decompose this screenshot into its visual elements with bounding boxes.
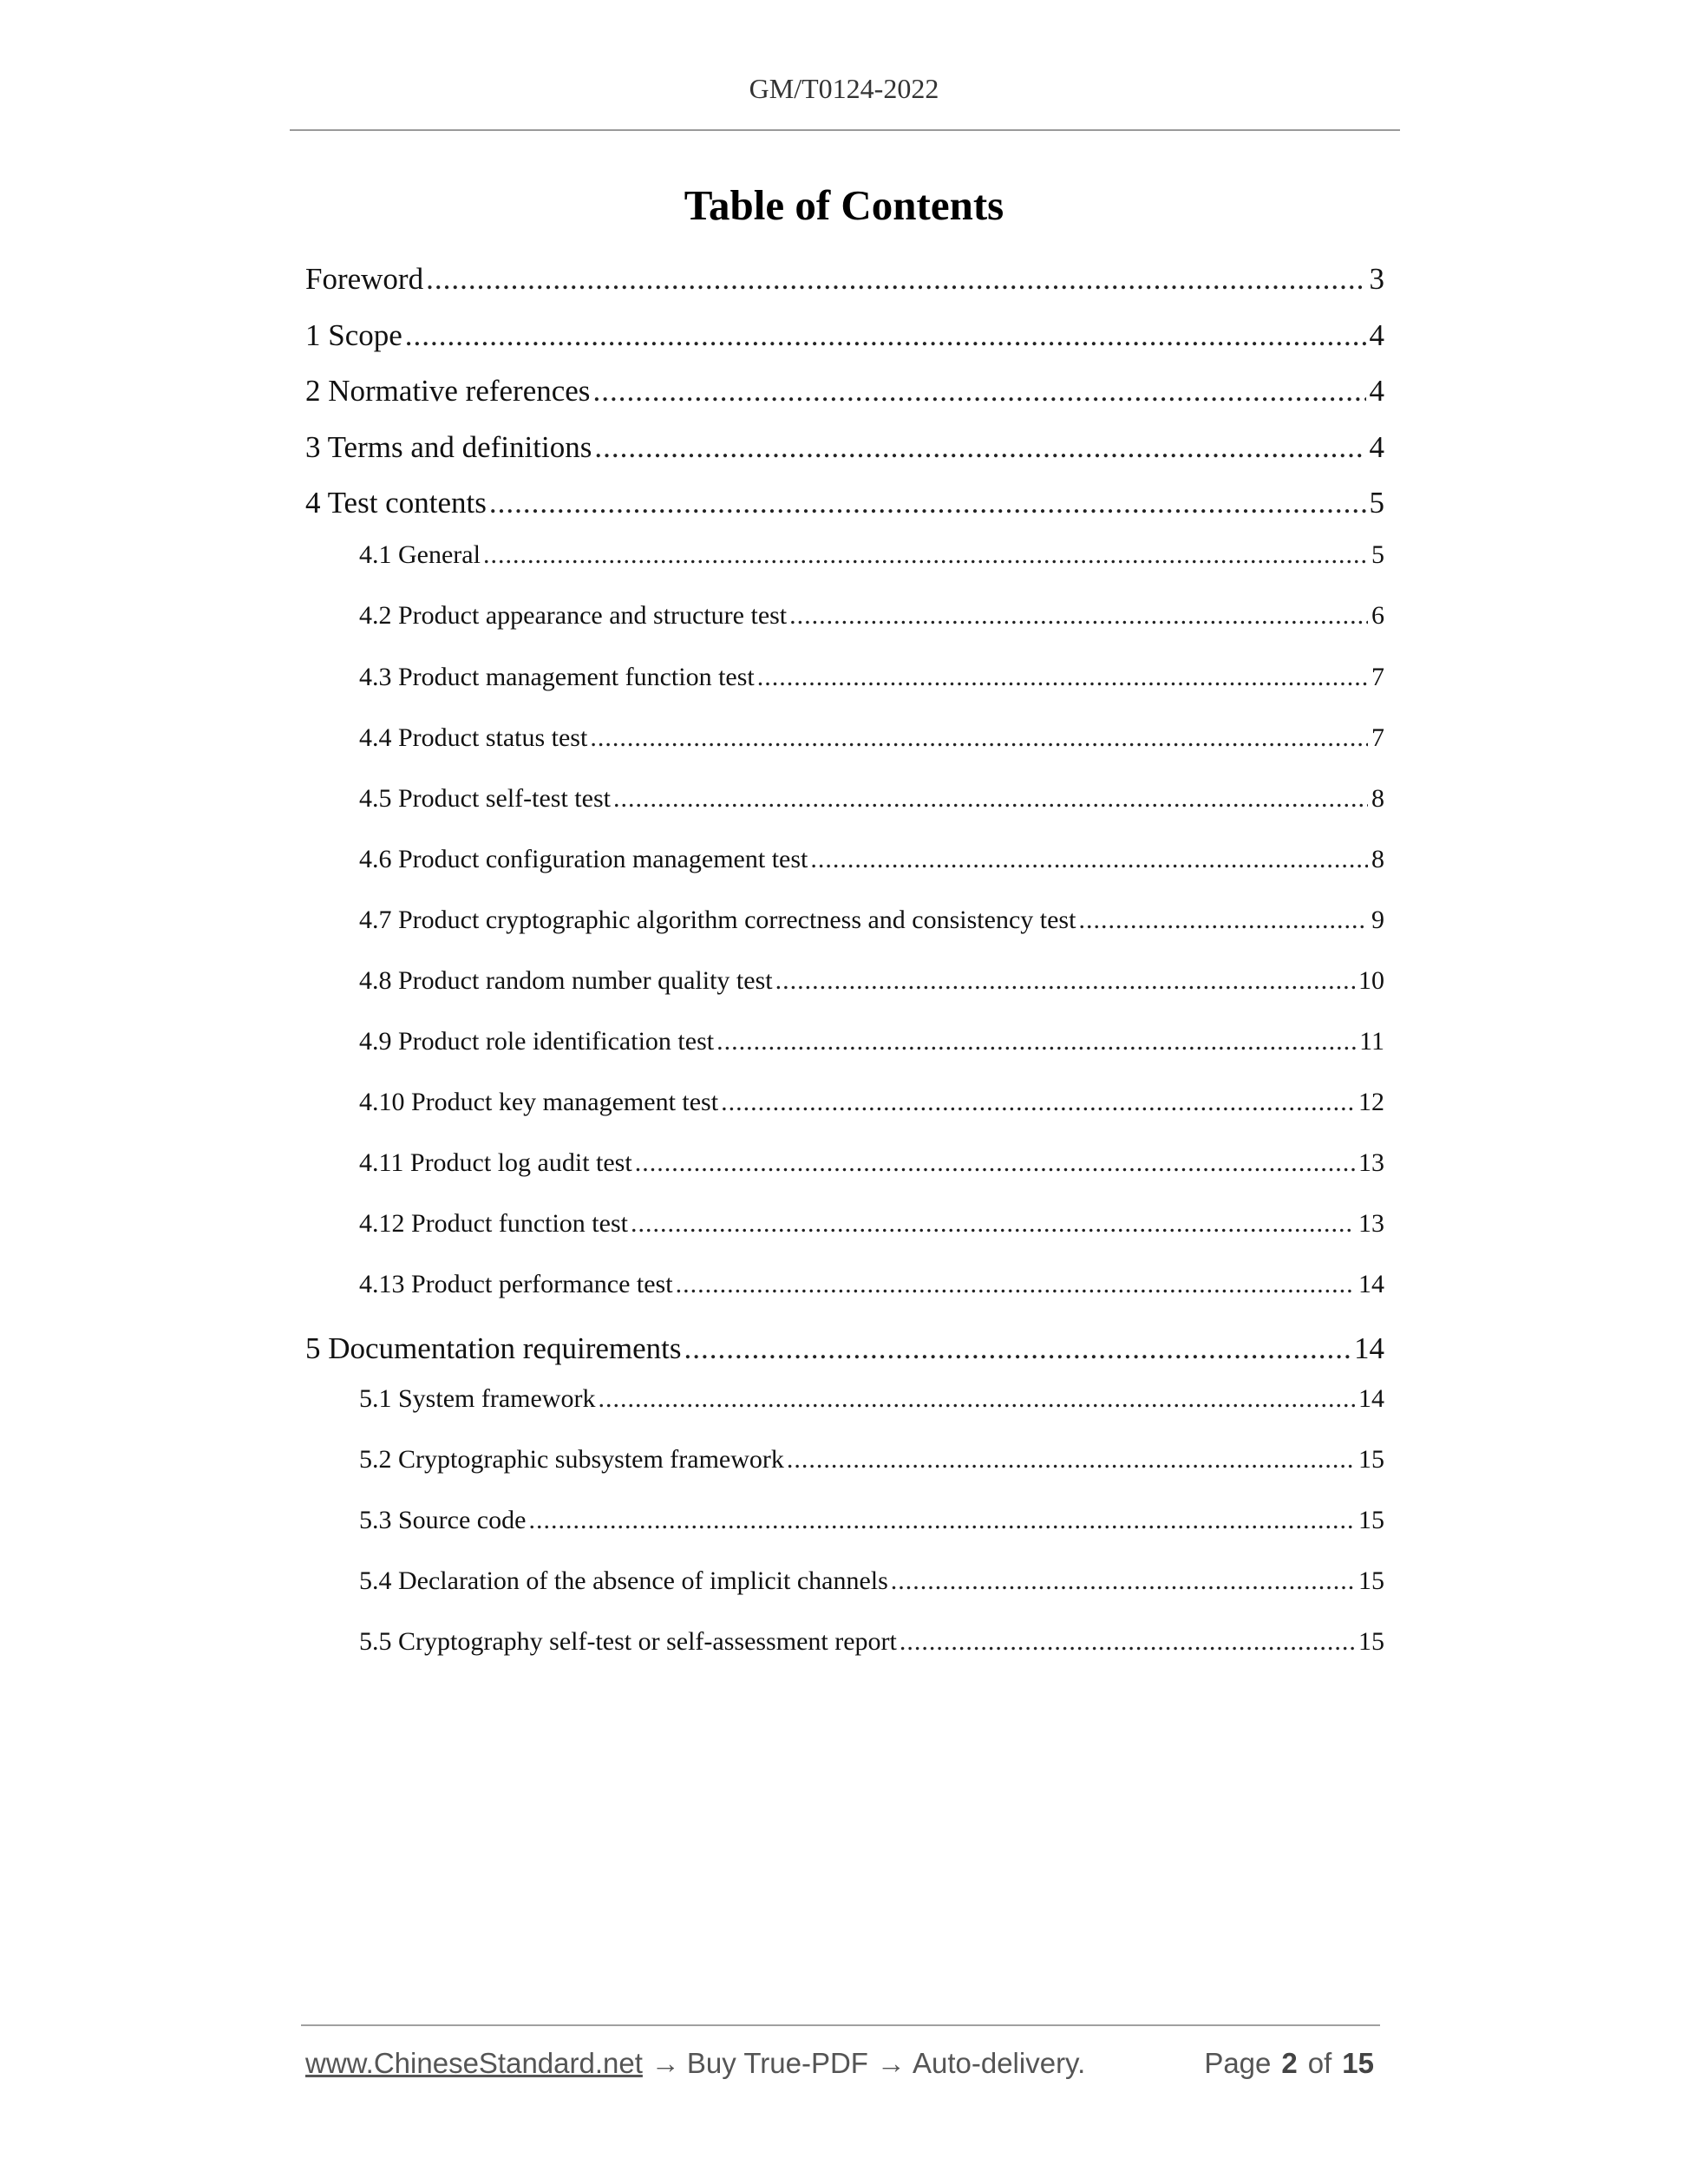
toc-entry-label: 4.9 Product role identification test bbox=[359, 1027, 715, 1056]
website-link[interactable]: www.ChineseStandard.net bbox=[305, 2047, 643, 2079]
page-indicator bbox=[1204, 2047, 1374, 2080]
toc-entry-4-10[interactable] bbox=[359, 1088, 1384, 1117]
toc-entry-page: 3 bbox=[1369, 262, 1384, 296]
toc-entry-scope[interactable] bbox=[305, 318, 1384, 353]
toc-entry-page: 15 bbox=[1358, 1506, 1384, 1534]
toc-dot-leader bbox=[789, 601, 1368, 631]
toc-entry-normative-references[interactable] bbox=[305, 374, 1384, 409]
toc-entry-label: 5 Documentation requirements bbox=[305, 1331, 682, 1365]
toc-entry-test-contents[interactable] bbox=[305, 486, 1384, 520]
toc-entry-page: 7 bbox=[1371, 723, 1384, 752]
toc-entry-page: 8 bbox=[1371, 784, 1384, 813]
toc-entry-4-13[interactable] bbox=[359, 1270, 1384, 1299]
toc-entry-label: 5.3 Source code bbox=[359, 1506, 527, 1534]
toc-entry-4-7[interactable] bbox=[359, 906, 1384, 935]
toc-entry-5-2[interactable] bbox=[359, 1445, 1384, 1475]
toc-entry-label: Foreword bbox=[305, 262, 424, 296]
toc-title: Table of Contents bbox=[684, 181, 1004, 229]
toc-entry-4-5[interactable] bbox=[359, 784, 1384, 814]
arrow-right-icon: → bbox=[651, 2047, 680, 2079]
toc-dot-leader bbox=[721, 1088, 1355, 1117]
toc-dot-leader bbox=[757, 663, 1368, 692]
arrow-right-icon: → bbox=[876, 2047, 906, 2079]
toc-dot-leader bbox=[810, 845, 1368, 874]
toc-entry-page: 4 bbox=[1369, 374, 1384, 408]
toc-dot-leader bbox=[613, 784, 1368, 814]
toc-entry-4-1[interactable] bbox=[359, 540, 1384, 570]
toc-entry-label: 4.11 Product log audit test bbox=[359, 1148, 632, 1177]
of-word: of bbox=[1307, 2047, 1332, 2079]
toc-entry-4-4[interactable] bbox=[359, 723, 1384, 753]
toc-entry-4-6[interactable] bbox=[359, 845, 1384, 874]
toc-entry-page: 11 bbox=[1359, 1027, 1384, 1056]
document-code: GM/T0124-2022 bbox=[749, 73, 939, 104]
toc-dot-leader bbox=[635, 1148, 1355, 1178]
toc-entry-page: 13 bbox=[1358, 1148, 1384, 1177]
toc-entry-label: 2 Normative references bbox=[305, 374, 591, 408]
toc-entry-page: 15 bbox=[1358, 1566, 1384, 1595]
buy-true-pdf-text: Buy True-PDF bbox=[686, 2047, 868, 2079]
toc-entry-page: 14 bbox=[1358, 1270, 1384, 1298]
footer-divider bbox=[301, 2024, 1380, 2026]
toc-entry-label: 4.5 Product self-test test bbox=[359, 784, 611, 813]
toc-entry-5-5[interactable] bbox=[359, 1627, 1384, 1657]
toc-entry-label: 4.12 Product function test bbox=[359, 1209, 628, 1238]
toc-dot-leader bbox=[631, 1209, 1355, 1239]
toc-entry-page: 15 bbox=[1358, 1445, 1384, 1474]
toc-entry-page: 14 bbox=[1354, 1331, 1384, 1365]
toc-dot-leader bbox=[775, 966, 1355, 996]
toc-dot-leader bbox=[489, 486, 1366, 520]
toc-entry-4-2[interactable] bbox=[359, 601, 1384, 631]
toc-entry-5-4[interactable] bbox=[359, 1566, 1384, 1596]
toc-entry-page: 4 bbox=[1369, 318, 1384, 352]
toc-dot-leader bbox=[594, 430, 1365, 465]
toc-entry-foreword[interactable] bbox=[305, 262, 1384, 297]
toc-dot-leader bbox=[676, 1270, 1355, 1299]
toc-dot-leader bbox=[483, 540, 1368, 570]
toc-entry-page: 15 bbox=[1358, 1627, 1384, 1656]
toc-entry-4-12[interactable] bbox=[359, 1209, 1384, 1239]
toc-entry-page: 8 bbox=[1371, 845, 1384, 873]
toc-entry-page: 5 bbox=[1371, 540, 1384, 569]
toc-dot-leader bbox=[891, 1566, 1355, 1596]
page-footer bbox=[305, 2047, 1381, 2080]
toc-entry-4-11[interactable] bbox=[359, 1148, 1384, 1178]
toc-dot-leader bbox=[598, 1384, 1355, 1414]
toc-entry-page: 6 bbox=[1371, 601, 1384, 630]
toc-dot-leader bbox=[684, 1331, 1351, 1366]
toc-entry-5-3[interactable] bbox=[359, 1506, 1384, 1535]
toc-entry-label: 5.5 Cryptography self-test or self-assessment report bbox=[359, 1627, 897, 1656]
toc-entry-label: 1 Scope bbox=[305, 318, 402, 352]
toc-entry-page: 9 bbox=[1371, 906, 1384, 934]
toc-entry-page: 7 bbox=[1371, 663, 1384, 691]
toc-entry-label: 4.7 Product cryptographic algorithm correctness and consistency test bbox=[359, 906, 1076, 934]
toc-entry-label: 4.2 Product appearance and structure test bbox=[359, 601, 788, 630]
toc-entry-5-1[interactable] bbox=[359, 1384, 1384, 1414]
toc-entry-documentation-requirements[interactable] bbox=[305, 1331, 1384, 1366]
auto-delivery-text: Auto-delivery. bbox=[912, 2047, 1086, 2079]
toc-entry-label: 4.13 Product performance test bbox=[359, 1270, 673, 1298]
toc-dot-leader bbox=[528, 1506, 1355, 1535]
toc-entry-page: 12 bbox=[1358, 1088, 1384, 1116]
toc-dot-leader bbox=[426, 262, 1365, 297]
total-pages-number: 15 bbox=[1342, 2047, 1374, 2079]
toc-entry-label: 5.1 System framework bbox=[359, 1384, 596, 1413]
toc-entry-page: 14 bbox=[1358, 1384, 1384, 1413]
toc-entry-4-9[interactable] bbox=[359, 1027, 1384, 1056]
toc-entry-label: 4.6 Product configuration management test bbox=[359, 845, 808, 873]
toc-dot-leader bbox=[590, 723, 1368, 753]
toc-dot-leader bbox=[592, 374, 1365, 409]
toc-entry-terms-and-definitions[interactable] bbox=[305, 430, 1384, 465]
page-word: Page bbox=[1204, 2047, 1272, 2079]
toc-entry-page: 10 bbox=[1358, 966, 1384, 995]
toc-dot-leader bbox=[900, 1627, 1355, 1657]
toc-entry-page: 5 bbox=[1369, 486, 1384, 520]
toc-entry-label: 5.2 Cryptographic subsystem framework bbox=[359, 1445, 784, 1474]
toc-entry-label: 4.3 Product management function test bbox=[359, 663, 755, 691]
toc-entry-page: 4 bbox=[1369, 430, 1384, 464]
current-page-number: 2 bbox=[1281, 2047, 1298, 2079]
toc-entry-label: 3 Terms and definitions bbox=[305, 430, 592, 464]
toc-entry-label: 4.1 General bbox=[359, 540, 481, 569]
toc-entry-page: 13 bbox=[1358, 1209, 1384, 1238]
toc-dot-leader bbox=[716, 1027, 1356, 1056]
toc-entry-4-8[interactable] bbox=[359, 966, 1384, 996]
toc-entry-label: 4.10 Product key management test bbox=[359, 1088, 719, 1116]
toc-dot-leader bbox=[405, 318, 1366, 353]
toc-entry-label: 4.4 Product status test bbox=[359, 723, 588, 752]
toc-entry-label: 4.8 Product random number quality test bbox=[359, 966, 773, 995]
toc-dot-leader bbox=[787, 1445, 1355, 1475]
toc-entry-label: 5.4 Declaration of the absence of implicit channels bbox=[359, 1566, 888, 1595]
toc-dot-leader bbox=[1078, 906, 1368, 935]
toc-entry-label: 4 Test contents bbox=[305, 486, 487, 520]
toc-entry-4-3[interactable] bbox=[359, 663, 1384, 692]
